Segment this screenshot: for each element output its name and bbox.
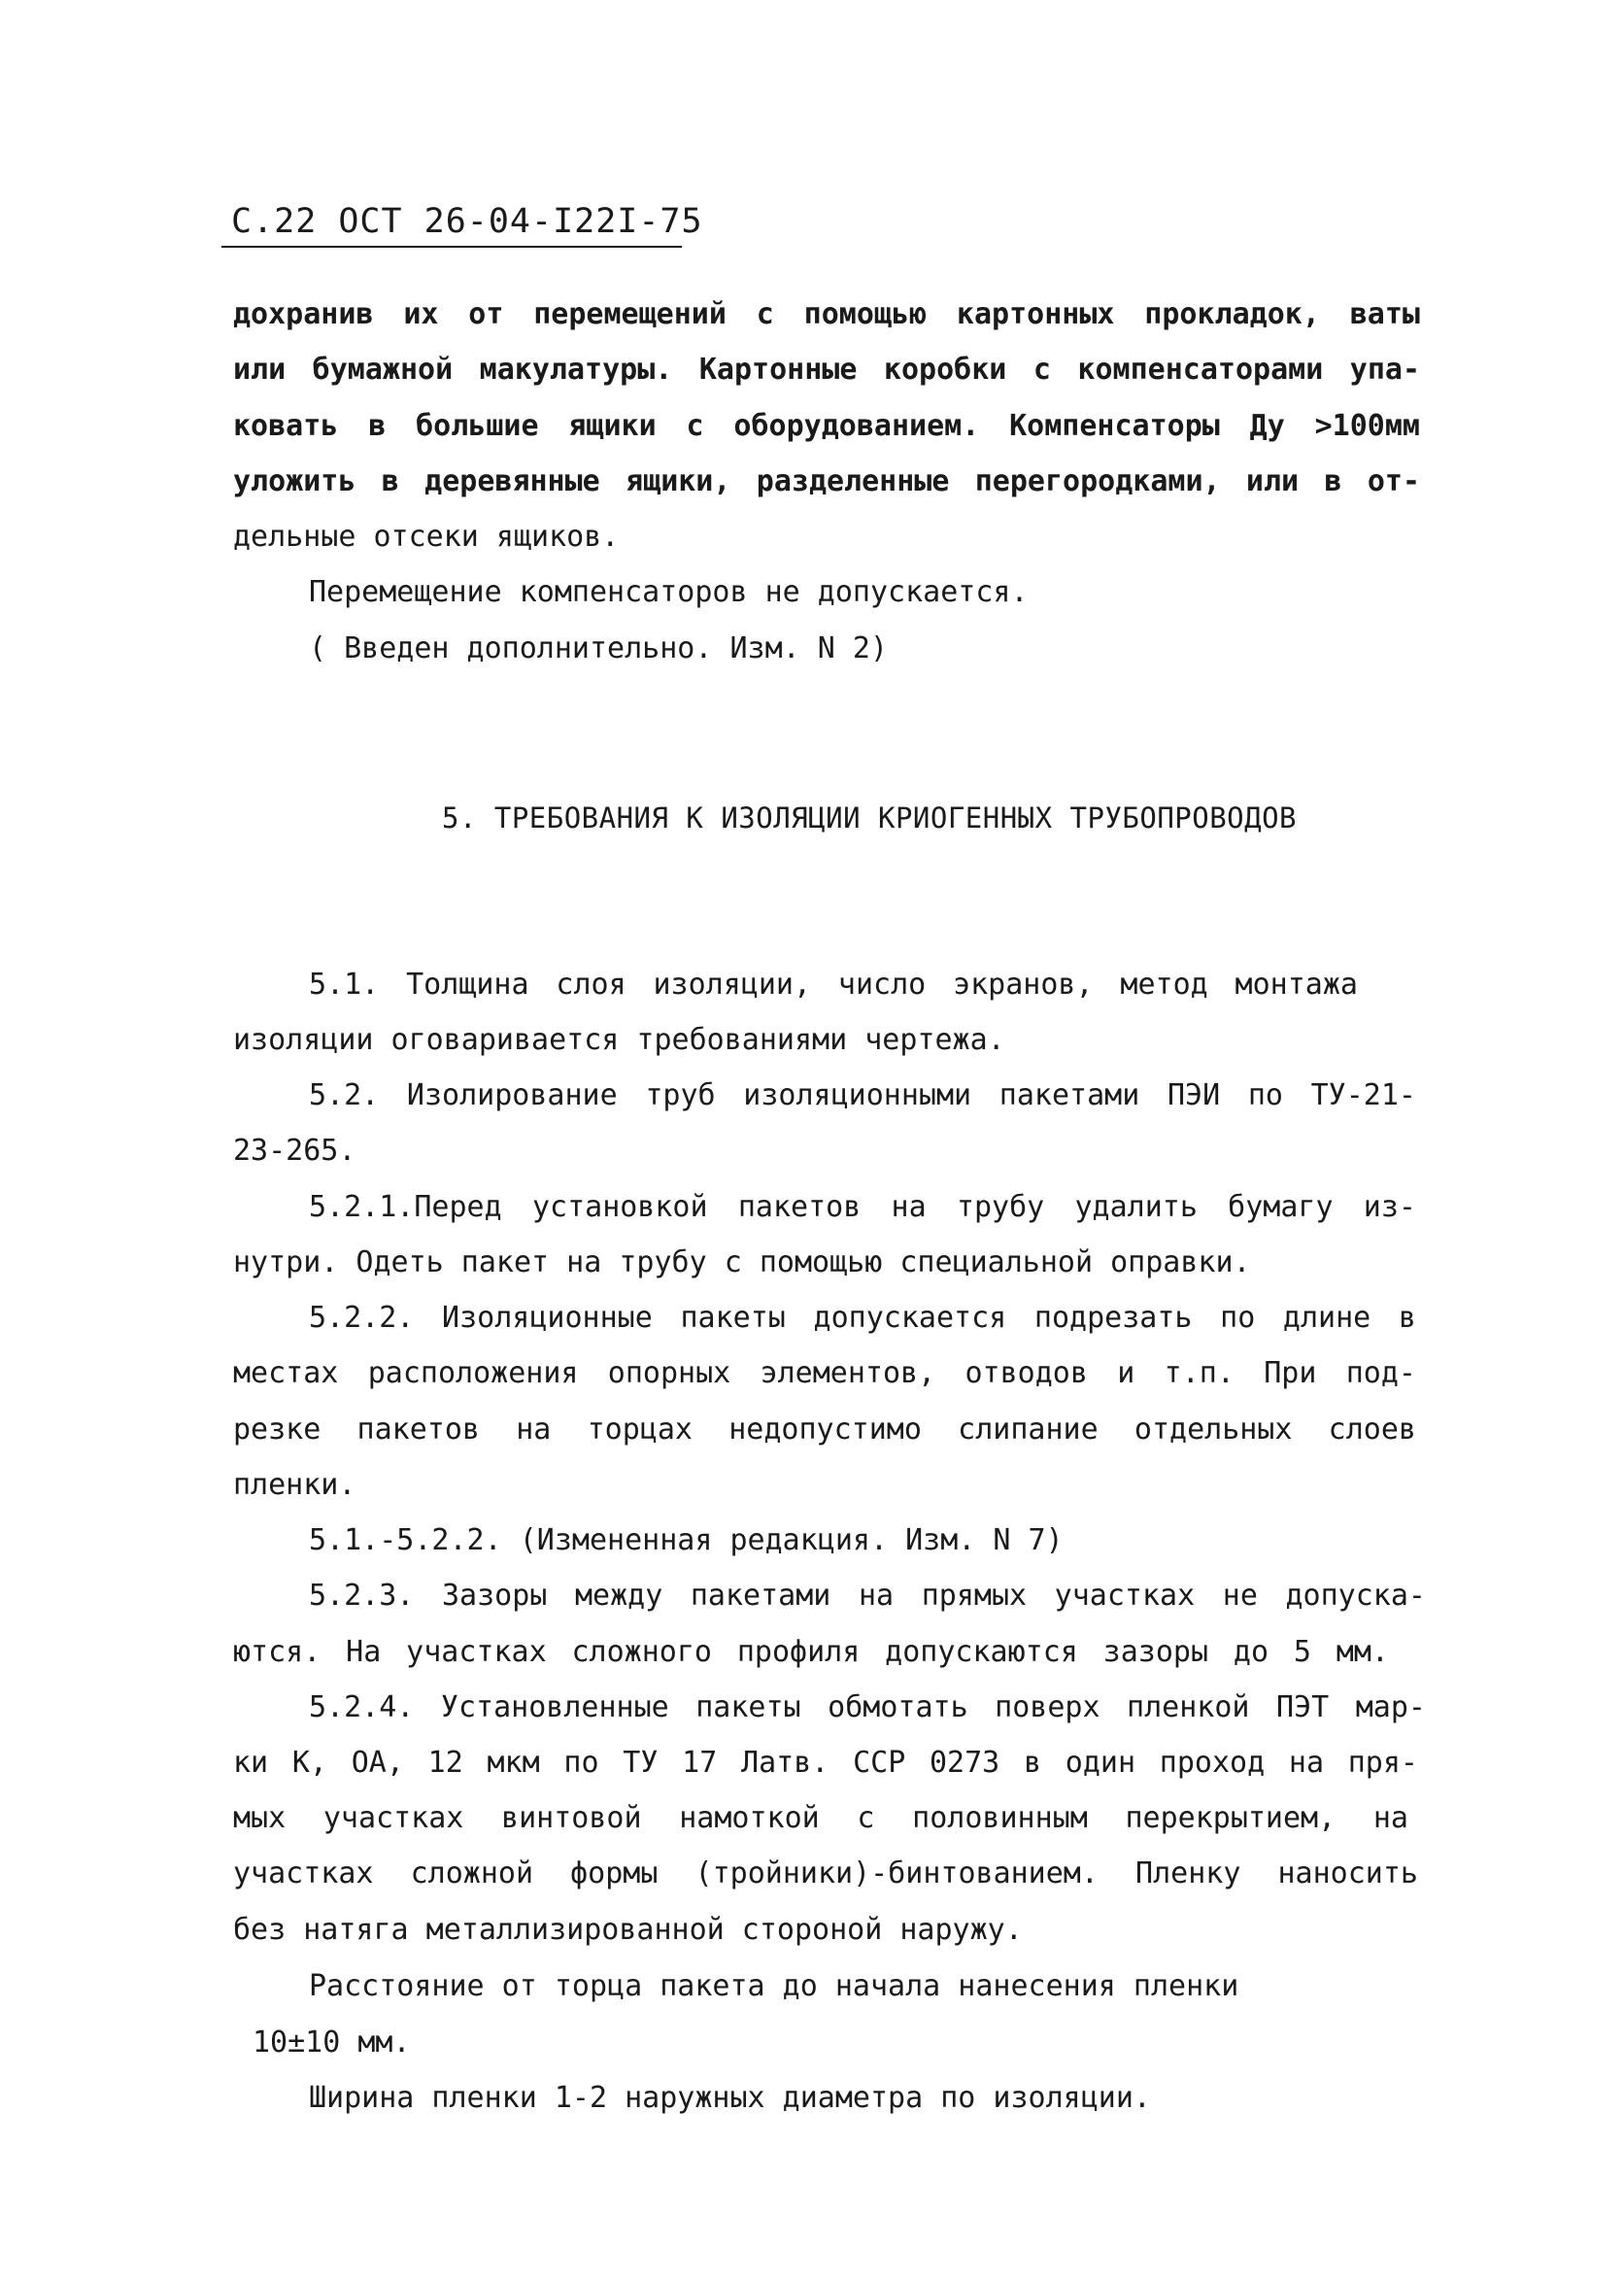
continuation-line-5: дельные отсеки ящиков. <box>233 520 620 554</box>
movement-note: Перемещение компенсаторов не допускается. <box>309 575 1029 609</box>
para-5-2-2-line-3: резке пакетов на торцах недопустимо слипание отдельных слоев <box>233 1413 1416 1447</box>
distance-line-1: Расстояние от торца пакета до начала нанесения пленки <box>309 1969 1239 2003</box>
continuation-line-4: уложить в деревянные ящики, разделенные перегородками, или в от- <box>233 464 1420 498</box>
continuation-line-3: ковать в большие ящики с оборудованием. Компенсаторы Ду >100мм <box>233 409 1420 443</box>
para-5-2-2-line-4: пленки. <box>233 1468 356 1502</box>
para-5-2-4-line-4: участках сложной формы (тройники)-бинтованием. Пленку наносить <box>233 1856 1418 1890</box>
continuation-line-1: дохранив их от перемещений с помощью картонных прокладок, ваты <box>233 297 1420 331</box>
continuation-line-2: или бумажной макулатуры. Картонные коробки с компенсаторами упа- <box>233 353 1420 387</box>
header-underline <box>221 246 682 248</box>
amendment-note-2: ( Введен дополнительно. Изм. N 2) <box>309 631 889 665</box>
para-5-2-2-line-2: местах расположения опорных элементов, отводов и т.п. При под- <box>233 1356 1416 1390</box>
para-5-2-3-line-1: 5.2.3. Зазоры между пакетами на прямых участках не допуска- <box>309 1579 1426 1613</box>
para-5-2-line-1: 5.2. Изолирование труб изоляционными пакетами ПЭИ по ТУ-21- <box>309 1078 1416 1112</box>
film-width-line: Ширина пленки 1-2 наружных диаметра по изоляции. <box>309 2081 1151 2115</box>
para-5-2-1-line-2: нутри. Одеть пакет на трубу с помощью специальной оправки. <box>233 1245 1251 1279</box>
distance-line-2: 10±10 мм. <box>253 2026 411 2060</box>
para-5-2-1-line-1: 5.2.1.Перед установкой пакетов на трубу удалить бумагу из- <box>309 1190 1416 1224</box>
para-5-2-2-line-1: 5.2.2. Изоляционные пакеты допускается подрезать по длине в <box>309 1301 1416 1335</box>
para-5-1-line-1: 5.1. Толщина слоя изоляции, число экранов, метод монтажа <box>309 968 1358 1002</box>
page-header: С.22 ОСТ 26-04-I22I-75 <box>231 202 703 241</box>
para-5-2-line-2: 23-265. <box>233 1134 356 1168</box>
para-5-2-4-line-2: ки К, ОА, 12 мкм по ТУ 17 Латв. ССР 0273 в один проход на пря- <box>233 1746 1418 1780</box>
para-5-2-3-line-2: ются. На участках сложного профиля допускаются зазоры до 5 мм. <box>233 1635 1389 1669</box>
para-5-1-line-2: изоляции оговаривается требованиями чертежа. <box>233 1023 1005 1057</box>
para-5-2-4-line-3: мых участках винтовой намоткой с половинным перекрытием, на <box>233 1801 1408 1835</box>
amendment-note-7: 5.1.-5.2.2. (Измененная редакция. Изм. N 7) <box>309 1523 1064 1557</box>
section-heading: 5. ТРЕБОВАНИЯ К ИЗОЛЯЦИИ КРИОГЕННЫХ ТРУБОПРОВОДОВ <box>442 801 1298 834</box>
para-5-2-4-line-5: без натяга металлизированной стороной наружу. <box>233 1913 1023 1947</box>
para-5-2-4-line-1: 5.2.4. Установленные пакеты обмотать поверх пленкой ПЭТ мар- <box>309 1690 1426 1724</box>
